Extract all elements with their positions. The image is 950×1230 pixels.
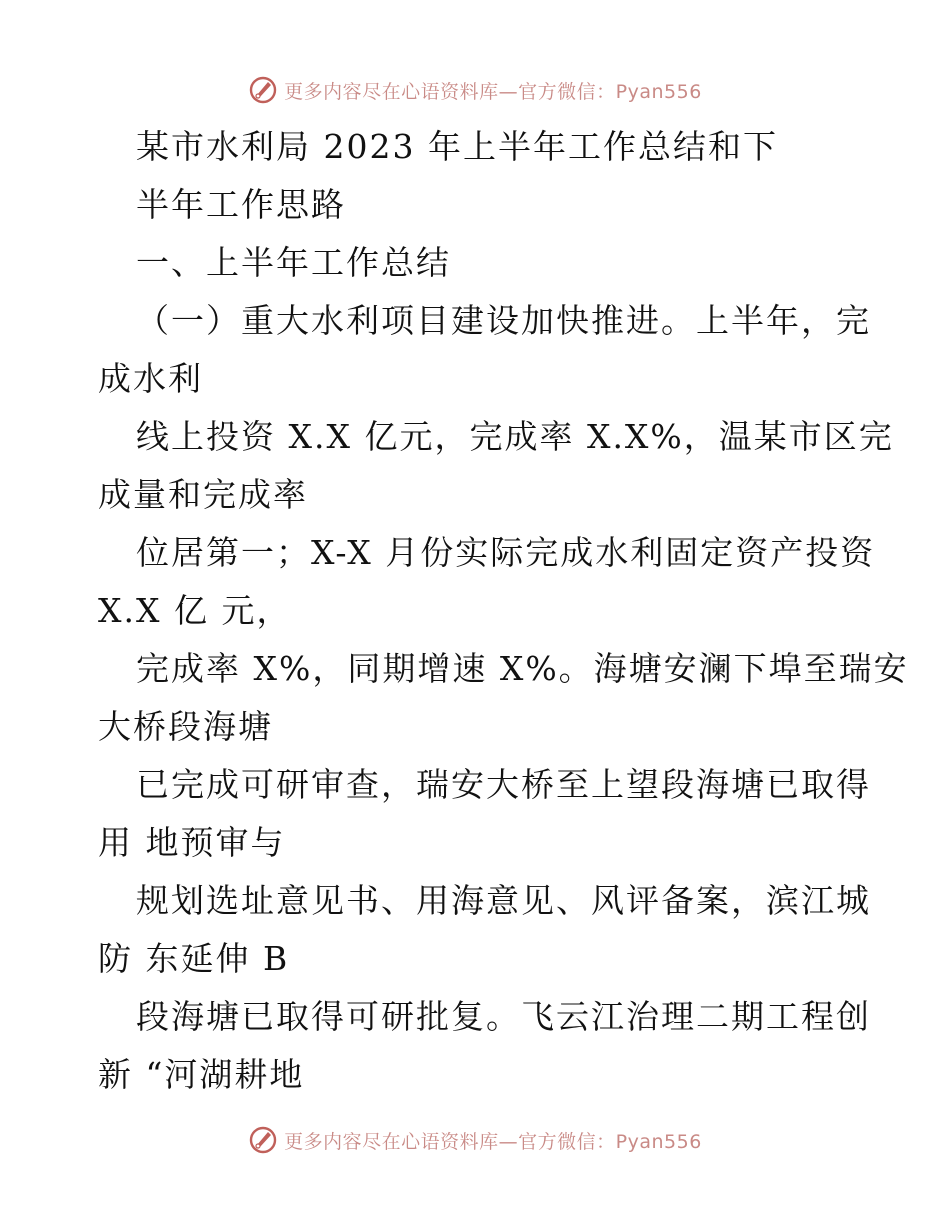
footer-watermark-text: 更多内容尽在心语资料库—官方微信：Pyan556 bbox=[284, 1130, 702, 1153]
footer-watermark-banner bbox=[0, 1120, 950, 1160]
doc-line-12: 已完成可研审查，瑞安大桥至上望段海塘已取得 bbox=[136, 765, 871, 804]
brand-logo-icon bbox=[248, 75, 278, 105]
header-watermark-banner bbox=[0, 70, 950, 110]
doc-line-15: 防 东延伸 B bbox=[98, 939, 290, 978]
doc-line-7: 成量和完成率 bbox=[98, 475, 308, 514]
doc-line-8: 位居第一；X-X 月份实际完成水利固定资产投资 bbox=[136, 533, 876, 572]
doc-line-17: 新 “河湖耕地 bbox=[98, 1055, 305, 1094]
doc-line-14: 规划选址意见书、用海意见、风评备案，滨江城 bbox=[136, 881, 871, 920]
doc-line-16: 段海塘已取得可研批复。飞云江治理二期工程创 bbox=[136, 997, 871, 1036]
brand-logo-icon bbox=[248, 1125, 278, 1155]
doc-line-9: X.X 亿 元， bbox=[98, 591, 292, 630]
doc-line-13: 用 地预审与 bbox=[98, 823, 286, 862]
doc-line-2: 半年工作思路 bbox=[136, 185, 346, 224]
doc-line-4: （一）重大水利项目建设加快推进。上半年，完 bbox=[136, 301, 871, 340]
doc-line-3: 一、上半年工作总结 bbox=[136, 243, 451, 282]
doc-line-6: 线上投资 X.X 亿元，完成率 X.X%，温某市区完 bbox=[136, 417, 894, 456]
document-body bbox=[98, 118, 909, 1104]
doc-line-1: 某市水利局 2023 年上半年工作总结和下 bbox=[136, 127, 778, 166]
doc-line-5: 成水利 bbox=[98, 359, 203, 398]
header-watermark-text: 更多内容尽在心语资料库—官方微信：Pyan556 bbox=[284, 80, 702, 103]
doc-line-11: 大桥段海塘 bbox=[98, 707, 273, 746]
doc-line-10: 完成率 X%，同期增速 X%。海塘安澜下埠至瑞安 bbox=[136, 649, 909, 688]
